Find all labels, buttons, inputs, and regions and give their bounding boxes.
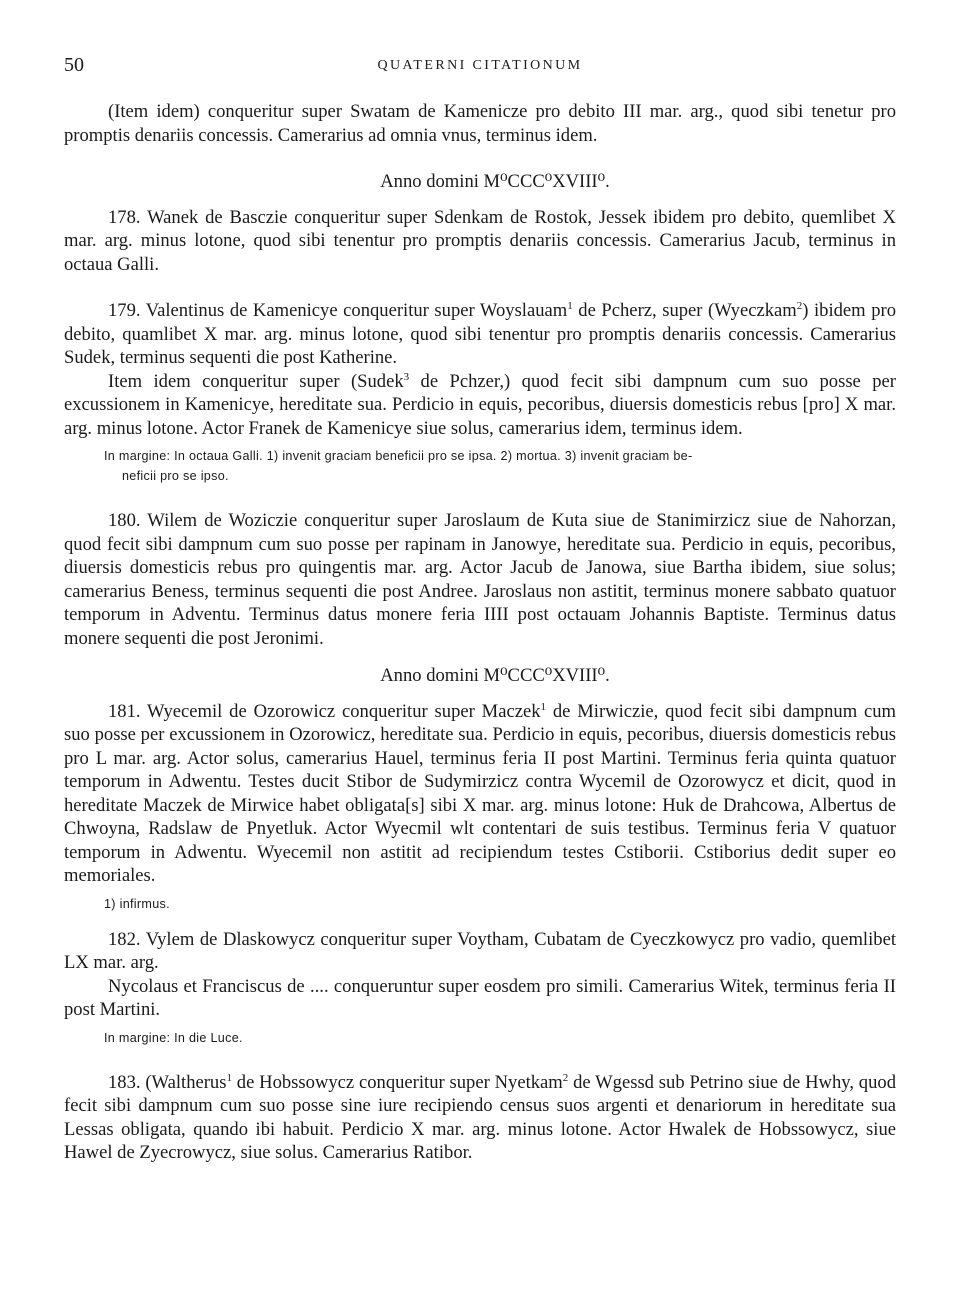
page-number: 50 — [64, 54, 84, 76]
entry-181-text-b: de Mirwiczie, quod fecit sibi dampnum cum suo posse per excussionem in Ozorowicz, hereditate sua. Perdicio in equis, pecoribus, diuersis domesticis rebus pro L mar. arg. Actor solus, camerarius Hauel, terminus feria II post Martini. Terminus feria quinta quatuor temporum in Adwentu. Testes ducit Stibor de Sudymirzicz contra Wycemil de Ozorowycz et dicit, quod in hereditate Maczek de Mirwice habet obligata[s] sibi X mar. arg. minus lotone: Huk de Drahcowa, Albertus de Chwoyna, Radslaw de Pnyetluk. Actor Wyecmil wlt contentari de suis testibus. Terminus feria V quatuor temporum in Adwentu. Wyecemil non astitit ad recipiendum testes Cstiborii. Cstiborius dedit super eo memoriales. — [64, 700, 897, 886]
note-marker: 1) — [104, 896, 116, 911]
document-page — [64, 54, 896, 1165]
entry-181 — [64, 700, 896, 888]
entry-179-text-a: 179. Valentinus de Kamenicye conqueritur super Woyslauam — [108, 300, 568, 321]
note-marker: 3) — [564, 449, 577, 463]
entry-179-item-text-a: Item idem conqueritur super (Sudek — [108, 370, 404, 392]
entry-182-item: Nycolaus et Franciscus de .... conqueruntur super eosdem pro simili. Camerarius Witek, terminus feria II post Martini. — [64, 975, 896, 1020]
footnote-181 — [104, 894, 896, 914]
year-heading: Anno domini M⁰CCC⁰XVIII⁰. — [380, 171, 610, 192]
note-text: neficii pro se ipso. — [122, 469, 229, 483]
entry-183-text-a: 183. (Waltherus — [108, 1071, 227, 1093]
entry-179-item-text-b: de Pchzer,) quod fecit sibi dampnum cum suo posse per excussionem in Kamenicye, hereditate sua. Perdicio in equis, pecoribus, diuersis domesticis rebus [pro] X mar. arg. minus lotone. Actor Franek de Kamenicye siue solus, camerarius idem, terminus idem. — [64, 370, 896, 439]
year-heading: Anno domini M⁰CCC⁰XVIII⁰. — [380, 665, 610, 686]
page-header — [64, 54, 896, 84]
entry-179-item — [64, 370, 896, 441]
note-text: invenit graciam be- — [576, 449, 693, 463]
margin-note-182: In margine: In die Luce. — [104, 1030, 243, 1045]
footnote-marker: 2 — [796, 299, 803, 312]
page-body — [64, 100, 896, 1165]
running-title: QUATERNI CITATIONUM — [377, 58, 583, 73]
footnote-marker: 2 — [562, 1071, 569, 1084]
entry-183 — [64, 1071, 896, 1165]
note-text: mortua. — [512, 449, 561, 463]
entry-183-text-c: de Wgessd sub Petrino siue de Hwhy, quod fecit sibi dampnum cum suo posse sine iure recipiendo census suos argenti et denariorum in hereditate sua Lessas obligata, quando ibi habuit. Perdicio X mar. arg. minus lotone. Actor Hwalek de Hobssowycz, siue Hawel de Zyecrowycz, siue solus. Camerarius Ratibor. — [64, 1071, 896, 1163]
footnote-marker: 1 — [567, 299, 573, 312]
footnote-marker: 3 — [403, 370, 410, 383]
note-marker: 2) — [500, 449, 513, 463]
margin-note-179 — [104, 446, 896, 486]
note-text: In margine: In octaua Galli. — [104, 449, 263, 463]
entry-181-text-a: 181. Wyecemil de Ozorowicz conqueritur super Maczek — [108, 700, 541, 722]
entry-182: 182. Vylem de Dlaskowycz conqueritur super Voytham, Cubatam de Cyeczkowycz pro vadio, quemlibet LX mar. arg. — [64, 928, 896, 973]
note-marker: 1) — [266, 449, 279, 463]
note-text: invenit graciam beneficii pro se ipsa. — [278, 449, 497, 463]
entry-180: 180. Wilem de Woziczie conqueritur super Jaroslaum de Kuta siue de Stanimirzicz siue de Nahorzan, quod fecit sibi dampnum cum suo posse per rapinam in Janowye, hereditate sua. Perdicio in equis, pecoribus, diuersis domesticis rebus pro quingentis mar. arg. Actor Jacub de Janowa, siue Bartha ibidem, siue solus; camerarius Beness, terminus sequenti die post Andree. Jaroslaus non astitit, terminus monere sabbato quatuor temporum in Adventu. Terminus datus monere feria IIII post octauam Johannis Baptiste. Terminus datus monere sequenti die post Jeronimi. — [64, 510, 896, 649]
paragraph-item-idem: (Item idem) conqueritur super Swatam de Kamenicze pro debito III mar. arg., quod sibi tenetur pro promptis denariis concessis. Camerarius ad omnia vnus, terminus idem. — [64, 101, 896, 146]
entry-179-text-c: ) ibidem pro debito, quamlibet X mar. arg. minus lotone, quod sibi tenentur pro promptis denariis concessis. Camerarius Sudek, terminus sequenti die post Katherine. — [64, 300, 896, 368]
entry-179-text-b: de Pcherz, super (Wyeczkam — [572, 300, 797, 321]
entry-178: 178. Wanek de Basczie conqueritur super Sdenkam de Rostok, Jessek ibidem pro debito, quemlibet X mar. arg. minus lotone, quod sibi tenentur pro promptis denariis concessis. Camerarius Jacub, terminus in octaua Galli. — [64, 206, 896, 275]
entry-179 — [64, 299, 896, 370]
entry-183-text-b: de Hobssowycz conqueritur super Nyetkam — [231, 1071, 563, 1093]
note-text: infirmus. — [115, 896, 170, 911]
footnote-marker: 1 — [226, 1071, 232, 1084]
footnote-marker: 1 — [540, 700, 547, 713]
